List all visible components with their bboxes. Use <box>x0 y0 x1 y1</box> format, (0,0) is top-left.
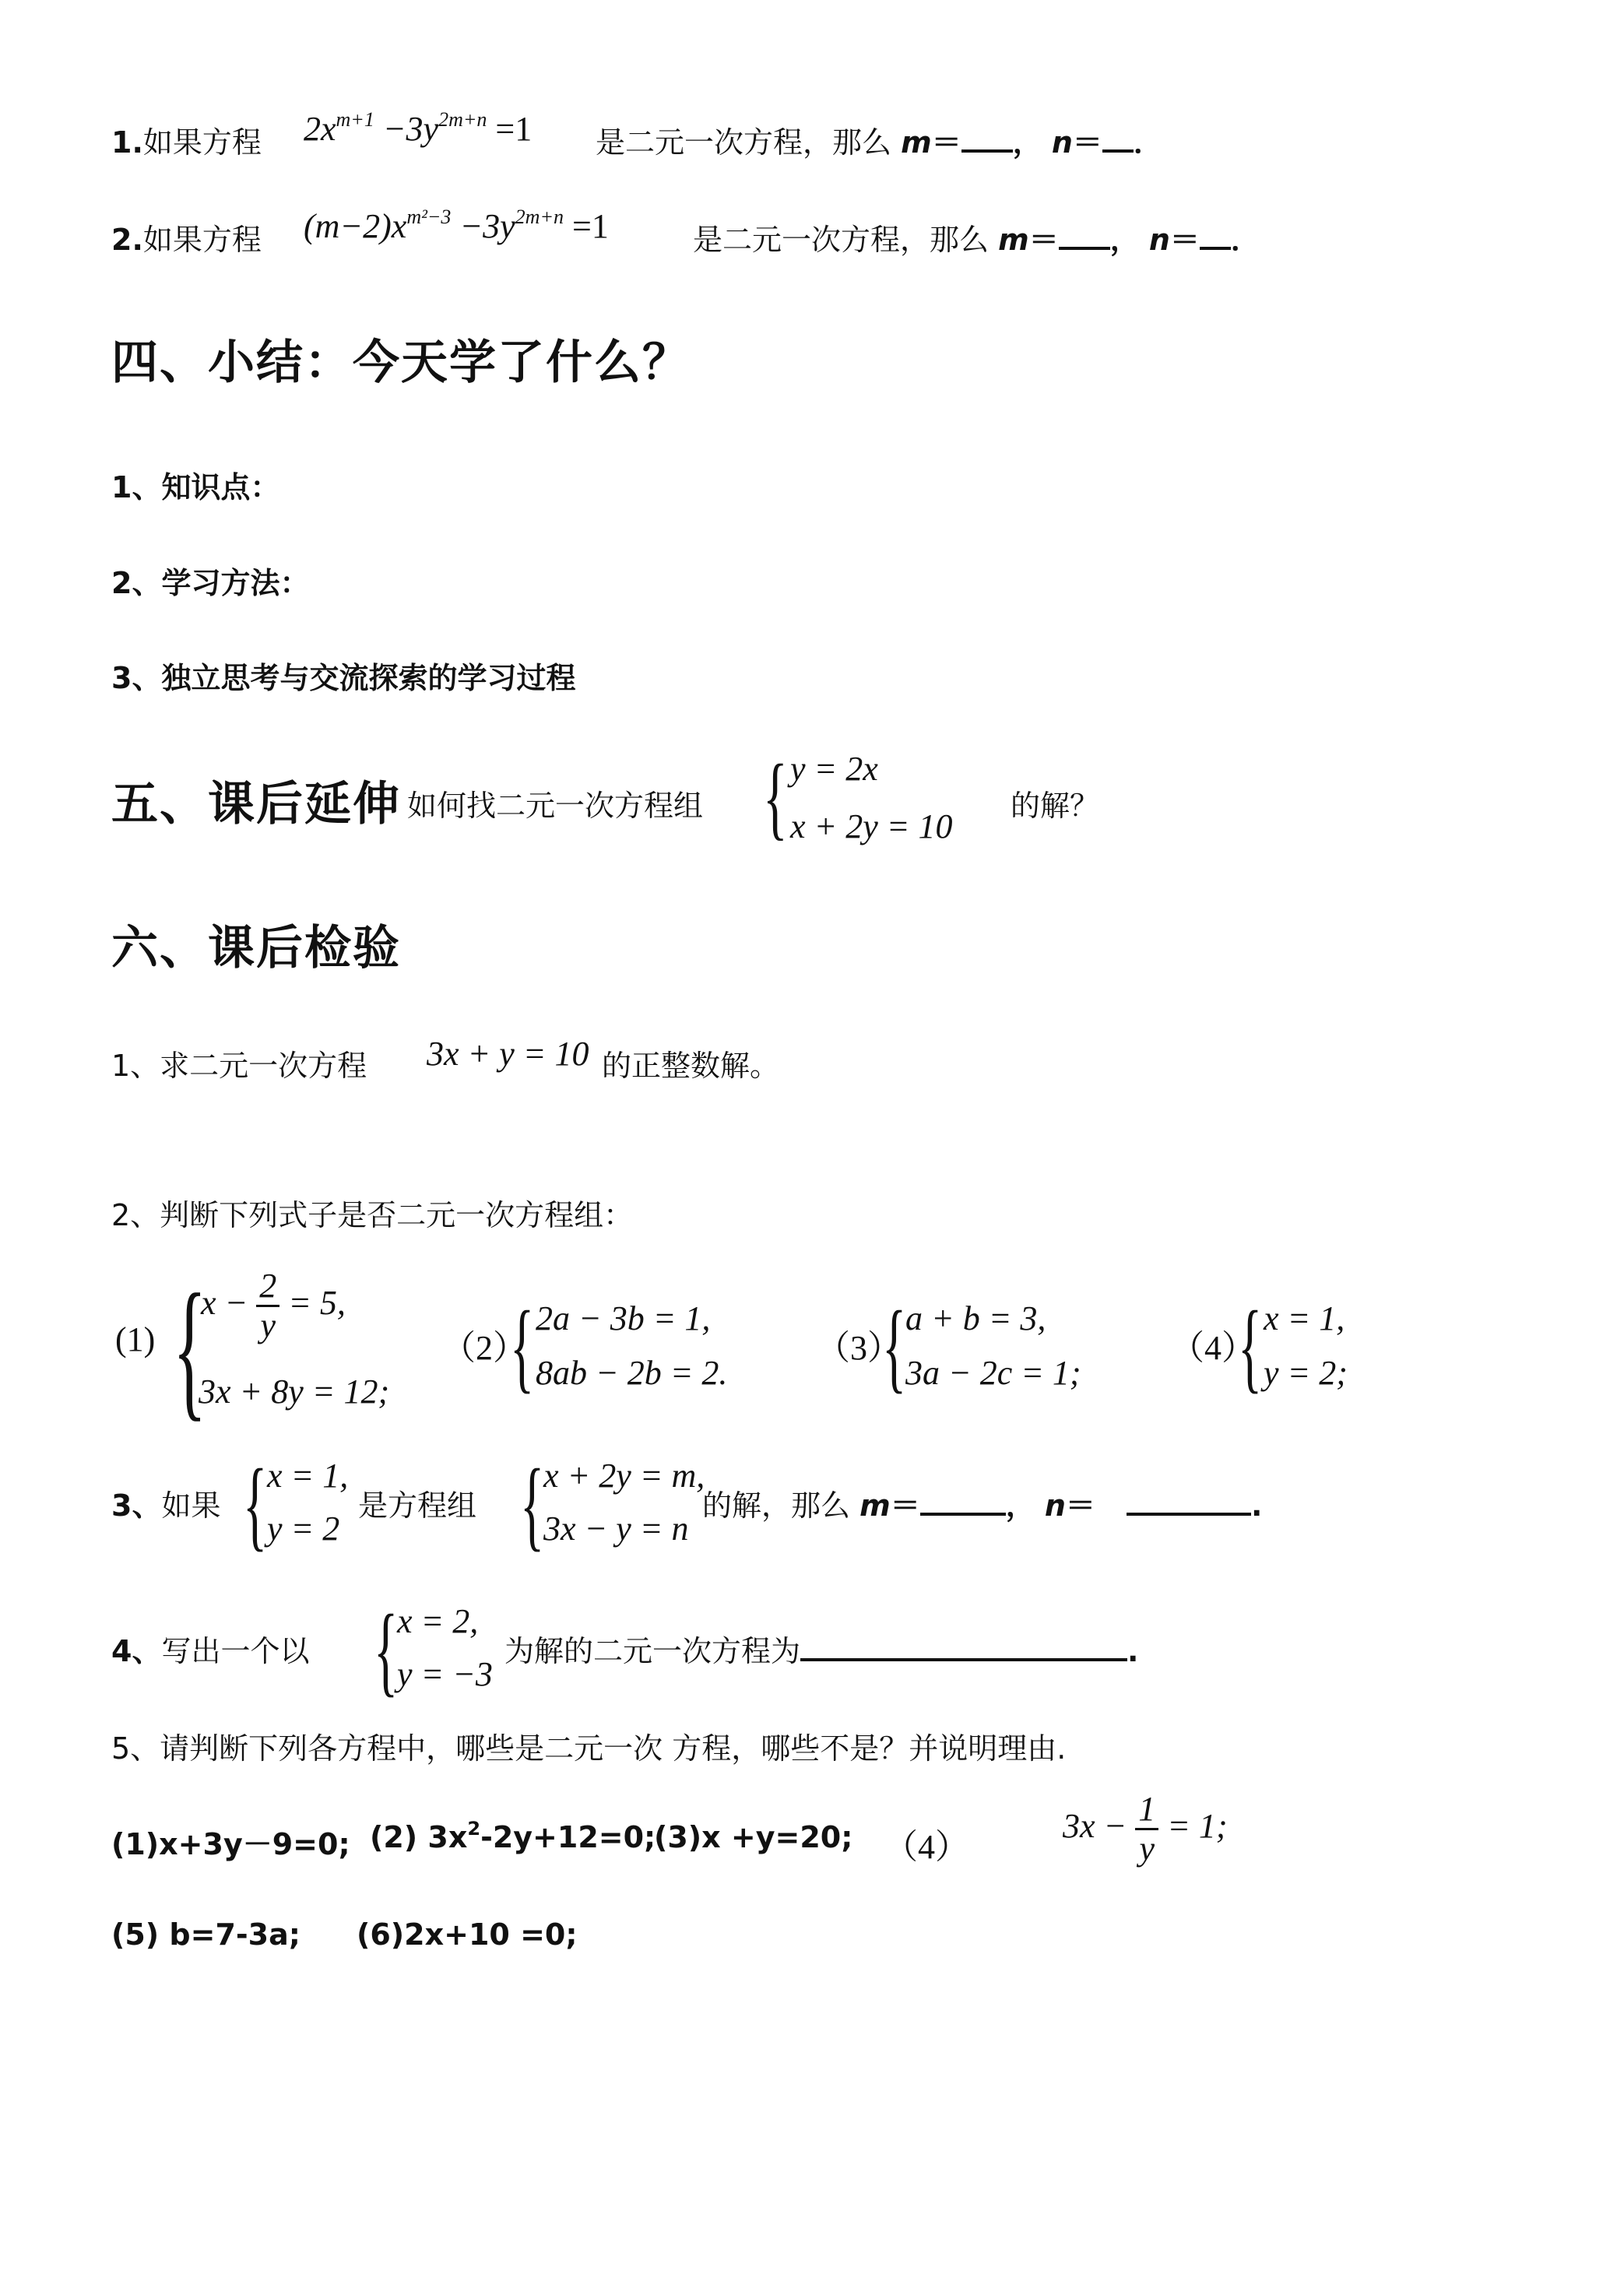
var-m: m <box>901 125 932 160</box>
equation-item-1: (1)x+3y－9=0; <box>111 1827 350 1861</box>
problem-4-lead <box>111 1627 309 1670</box>
equation-1 <box>304 109 532 149</box>
numerator: 2 <box>256 1267 279 1307</box>
problem-text: 如果 <box>161 1488 221 1523</box>
equation-item-5: (5) b=7-3a; <box>111 1917 301 1952</box>
equals: ＝ <box>890 1488 920 1523</box>
problem-2-lead: 2、判断下列式子是否二元一次方程组： <box>111 1198 634 1232</box>
system-2-equation-2: 8ab − 2b = 2. <box>536 1354 728 1392</box>
expr-part: (2) 3x <box>370 1820 468 1854</box>
equation-rhs: =1 <box>495 110 533 148</box>
system-1-label: (1) <box>115 1320 156 1358</box>
period: ． <box>1133 125 1163 160</box>
var-n: n <box>1051 125 1073 160</box>
question-lead: 如果方程 <box>142 125 262 160</box>
equation-2 <box>304 206 609 246</box>
question-1-tail <box>596 118 1163 161</box>
superscript: 2 <box>467 1818 481 1840</box>
section-5-text: 如何找二元一次方程组 <box>407 789 704 823</box>
answer-blank-n[interactable] <box>1200 247 1231 250</box>
question-text: 是二元一次方程，那么 <box>596 125 892 160</box>
question-2-tail <box>693 216 1260 258</box>
equation-item-3: (3)x +y=20; <box>654 1820 853 1854</box>
system-3-label: （3） <box>816 1329 902 1367</box>
system-3-equation-1: a + b = 3, <box>905 1299 1046 1337</box>
answer-blank[interactable] <box>800 1658 1127 1661</box>
period: . <box>1127 1634 1139 1668</box>
comma: ， <box>1012 125 1042 160</box>
solution-x: x = 2, <box>397 1602 479 1640</box>
system-equation-2: 3x − y = n <box>543 1509 689 1548</box>
equals: ＝ <box>1028 223 1059 257</box>
system-equation-2: x + 2y = 10 <box>790 807 953 845</box>
numerator: 1 <box>1135 1791 1158 1830</box>
expr-right: = 1; <box>1167 1806 1228 1845</box>
equation-rhs: =1 <box>572 207 609 245</box>
question-2 <box>111 216 262 258</box>
equation-item-4 <box>1063 1791 1228 1868</box>
var-m: m <box>998 223 1029 257</box>
summary-item-2: 2、学习方法： <box>111 566 310 600</box>
exponent: m²−3 <box>406 206 452 228</box>
problem-text: 的解，那么 <box>702 1488 851 1523</box>
comma: ， <box>1005 1488 1035 1523</box>
answer-blank-m[interactable] <box>920 1513 1006 1516</box>
equation-item-2 <box>370 1820 656 1854</box>
summary-item-1: 1、知识点： <box>111 470 280 504</box>
var-m: m <box>859 1488 891 1523</box>
problem-1-lead: 1、求二元一次方程 <box>111 1049 367 1083</box>
summary-item-3: 3、独立思考与交流探索的学习过程 <box>111 661 576 695</box>
comma: ， <box>1109 223 1140 257</box>
left-brace: { <box>520 1449 545 1561</box>
problem-number: 4、 <box>111 1634 162 1668</box>
equation-term: 2x <box>304 110 336 148</box>
system-2-equation-1: 2a − 3b = 1, <box>536 1299 711 1337</box>
expr-left: x − <box>201 1283 248 1322</box>
system-4-equation-2: y = 2; <box>1264 1354 1348 1392</box>
system-2-label: （2） <box>441 1329 527 1367</box>
section-5-heading: 五、课后延伸 <box>111 777 401 831</box>
equation-term: (m−2)x <box>304 207 407 245</box>
equals: ＝ <box>931 125 961 160</box>
exponent: 2m+n <box>515 206 564 228</box>
system-1-equation-2: 3x + 8y = 12; <box>199 1372 390 1411</box>
problem-text: 写出一个以 <box>161 1634 310 1668</box>
var-n: n <box>1148 223 1170 257</box>
question-number: 2. <box>111 223 143 257</box>
left-brace: { <box>173 1263 207 1435</box>
answer-blank-m[interactable] <box>961 149 1013 153</box>
system-4-equation-1: x = 1, <box>1264 1299 1345 1337</box>
denominator: y <box>1139 1829 1155 1868</box>
left-brace: { <box>510 1291 535 1403</box>
problem-5-lead: 5、请判断下列各方程中，哪些是二元一次 方程，哪些不是？并说明理由. <box>111 1731 1067 1766</box>
section-5-tail: 的解？ <box>1011 789 1100 823</box>
expr-part: -2y+12=0; <box>480 1820 656 1854</box>
solution-y: y = 2 <box>267 1509 340 1548</box>
system-4-label: （4） <box>1170 1329 1256 1367</box>
expr-right: = 5, <box>288 1283 346 1322</box>
denominator: y <box>260 1306 276 1345</box>
left-brace: { <box>374 1594 399 1706</box>
question-number: 1. <box>111 125 143 160</box>
problem-1-equation: 3x + y = 10 <box>427 1035 589 1073</box>
problem-number: 3、 <box>111 1488 162 1523</box>
left-brace: { <box>1238 1291 1263 1403</box>
problem-3-lead <box>111 1481 220 1524</box>
left-brace: { <box>763 745 788 849</box>
left-brace: { <box>243 1449 268 1561</box>
equation-item-4-label: （4） <box>884 1828 969 1866</box>
equation-item-6: (6)2x+10 =0; <box>357 1917 578 1952</box>
equals: ＝ <box>1072 125 1102 160</box>
question-1 <box>111 118 262 161</box>
exponent: 2m+n <box>438 108 487 131</box>
answer-blank-n[interactable] <box>1102 149 1134 153</box>
period: ． <box>1230 223 1260 257</box>
section-6-heading: 六、课后检验 <box>111 921 401 975</box>
solution-x: x = 1, <box>267 1457 349 1495</box>
equation-term: −3y <box>382 110 439 148</box>
answer-blank-n[interactable] <box>1127 1513 1251 1516</box>
exponent: m+1 <box>336 108 374 131</box>
period: . <box>1251 1488 1263 1523</box>
problem-3-tail <box>702 1481 1262 1524</box>
answer-blank-m[interactable] <box>1059 247 1110 250</box>
section-4-heading: 四、小结：今天学了什么？ <box>111 336 691 390</box>
problem-text: 为解的二元一次方程为 <box>504 1634 801 1668</box>
system-1-equation-1 <box>201 1267 346 1345</box>
equals: ＝ <box>1065 1488 1095 1523</box>
system-equation-1: y = 2x <box>790 750 878 788</box>
var-n: n <box>1044 1488 1066 1523</box>
left-brace: { <box>882 1291 907 1403</box>
equation-term: −3y <box>459 207 515 245</box>
system-equation-1: x + 2y = m, <box>543 1457 705 1495</box>
system-3-equation-2: 3a − 2c = 1; <box>905 1354 1081 1392</box>
question-text: 是二元一次方程，那么 <box>693 223 990 257</box>
equals: ＝ <box>1169 223 1200 257</box>
solution-y: y = −3 <box>397 1655 493 1693</box>
problem-4-tail <box>504 1627 1138 1670</box>
problem-1-tail: 的正整数解。 <box>602 1049 780 1083</box>
expr-left: 3x − <box>1063 1806 1127 1845</box>
question-lead: 如果方程 <box>142 223 262 257</box>
problem-3-mid: 是方程组 <box>358 1488 477 1523</box>
fraction <box>1135 1791 1158 1868</box>
fraction <box>256 1267 279 1345</box>
